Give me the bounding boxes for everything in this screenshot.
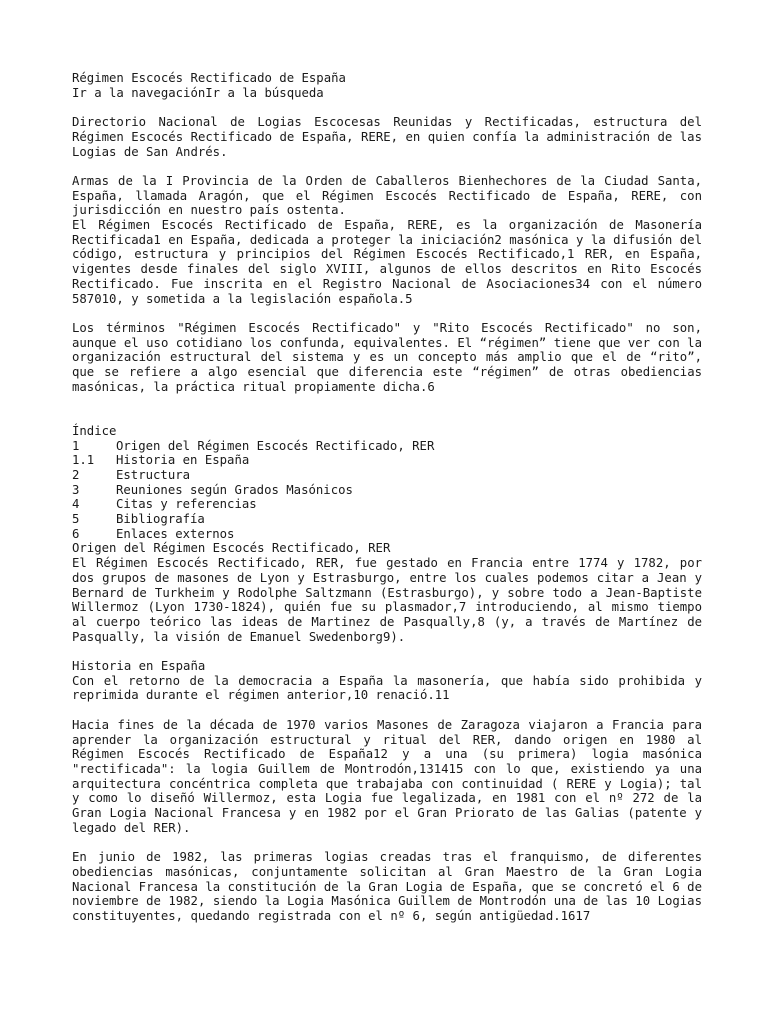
page-title: Régimen Escocés Rectificado de España [72, 71, 346, 85]
toc-item[interactable] [72, 453, 702, 468]
toc-label: Citas y referencias [116, 497, 257, 512]
toc-label: Historia en España [116, 453, 250, 468]
toc-label: Estructura [116, 467, 191, 482]
toc-title: Índice [72, 423, 117, 438]
toc-item[interactable] [72, 483, 702, 498]
toc-number: 5 [72, 512, 80, 527]
section-heading-origin: Origen del Régimen Escocés Rectificado, RER [72, 541, 391, 556]
toc-number: 1 [72, 438, 80, 453]
table-of-contents [72, 439, 702, 542]
toc-number: 3 [72, 482, 80, 497]
history-paragraph: Hacia fines de la década de 1970 varios Masones de Zaragoza viajaron a Francia para aprender la organización estructural y ritual del RER, dando origen en 1980 al Régimen Escocés Rectificado de España12 y a una (su primera) logia masónica "rectificada": la logia Guillem de Montrodón,131415 con lo que, existiendo ya una arquitectura concéntrica completa que trabajaba con continuidad ( RERE y Logia); tal y como lo diseñó Willermoz, esta Logia fue legalizada, en 1981 con el nº 272 de la Gran Logia Nacional Francesa y en 1982 por el Gran Priorato de las Galias (patente y legado del RER). [72, 717, 702, 835]
toc-number: 4 [72, 497, 80, 512]
toc-label: Reuniones según Grados Masónicos [116, 482, 353, 497]
definition-paragraph: El Régimen Escocés Rectificado de España, RERE, es la organización de Masonería Rectificada1 en España, dedicada a proteger la iniciación2 masónica y la difusión del código, estructura y principios del Régimen Escocés Rectificado,1 RER, en España, vigentes desde finales del siglo XVIII, algunos de ellos descritos en Rito Escocés Rectificado. Fue inscrita en el Registro Nacional de Asociaciones34 con el número 587010, y sometida a la legislación española.5 [72, 218, 702, 306]
toc-item[interactable] [72, 512, 702, 527]
toc-number: 1.1 [72, 453, 95, 468]
toc-item[interactable] [72, 527, 702, 542]
toc-item[interactable] [72, 497, 702, 512]
toc-label: Origen del Régimen Escocés Rectificado, RER [116, 438, 435, 453]
toc-label: Bibliografía [116, 512, 205, 527]
document-page [72, 71, 702, 924]
nav-links[interactable]: Ir a la navegaciónIr a la búsqueda [72, 85, 324, 100]
arms-caption: Armas de la I Provincia de la Orden de Caballeros Bienhechores de la Ciudad Santa, España, llamada Aragón, que el Régimen Escocés Rectificado de España, RERE, con jurisdicción en nuestro país ostenta. [72, 173, 702, 218]
history-paragraph: Con el retorno de la democracia a España la masonería, que había sido prohibida y reprimida durante el régimen anterior,10 renació.11 [72, 673, 702, 703]
section-heading-history: Historia en España [72, 659, 206, 674]
history-paragraph: En junio de 1982, las primeras logias creadas tras el franquismo, de diferentes obediencias masónicas, conjuntamente solicitan al Gran Maestro de la Gran Logia Nacional Francesa la constitución de la Gran Logia de España, que se concretó el 6 de noviembre de 1982, siendo la Logia Masónica Guillem de Montrodón una de las 10 Logias constituyentes, quedando registrada con el nº 6, según antigüedad.1617 [72, 850, 702, 923]
intro-paragraph: Directorio Nacional de Logias Escocesas Reunidas y Rectificadas, estructura del Régimen Escocés Rectificado de España, RERE, en quien confía la administración de las Logias de San Andrés. [72, 115, 702, 159]
toc-number: 6 [72, 526, 80, 541]
terms-paragraph: Los términos "Régimen Escocés Rectificado" y "Rito Escocés Rectificado" no son, aunque el uso cotidiano los confunda, equivalentes. El “régimen” tiene que ver con la organización estructural del sistema y es un concepto más amplio que el de “rito”, que se refiere a algo esencial que diferencia este “régimen” de otras obediencias masónicas, la práctica ritual propiamente dicha.6 [72, 320, 702, 394]
origin-paragraph: El Régimen Escocés Rectificado, RER, fue gestado en Francia entre 1774 y 1782, por dos grupos de masones de Lyon y Estrasburgo, entre los cuales podemos citar a Jean y Bernard de Turkheim y Rodolphe Saltzmann (Estrasburgo), y sobre todo a Jean-Baptiste Willermoz (Lyon 1730-1824), quién fue su plasmador,7 introduciendo, al mismo tiempo al cuerpo teórico las ideas de Martinez de Pasqually,8 (y, a través de Martínez de Pasqually, la visión de Emanuel Swedenborg9). [72, 556, 702, 644]
toc-item[interactable] [72, 439, 702, 454]
toc-number: 2 [72, 467, 80, 482]
toc-label: Enlaces externos [116, 526, 235, 541]
toc-item[interactable] [72, 468, 702, 483]
